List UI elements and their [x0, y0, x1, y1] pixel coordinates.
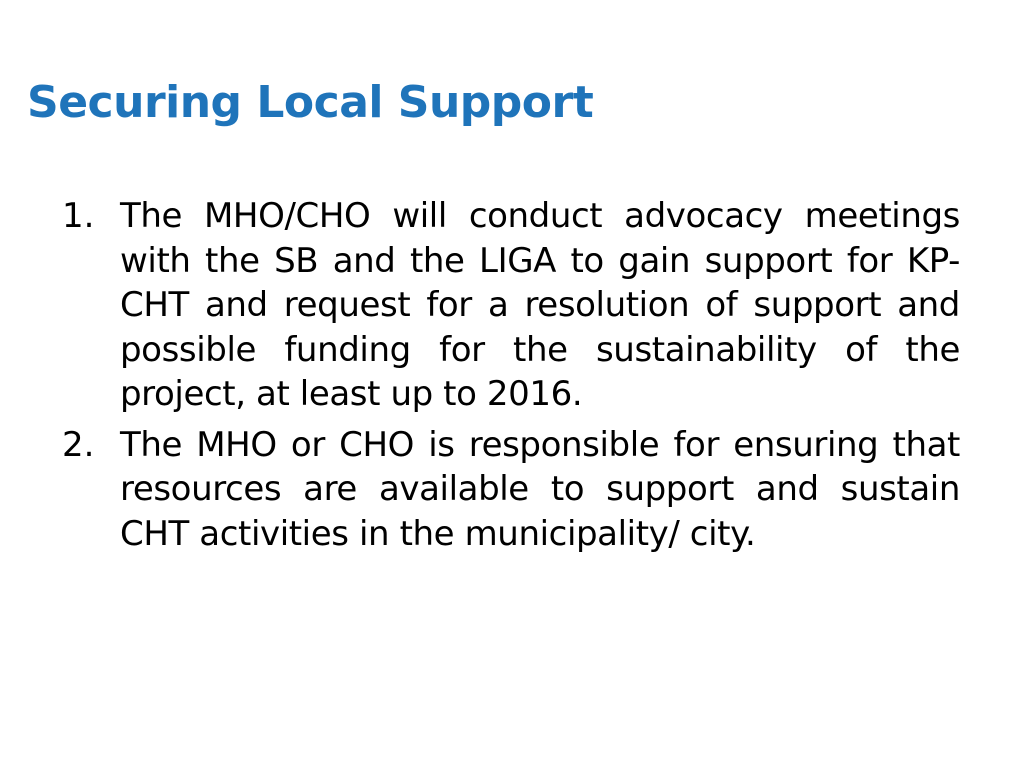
list-item [62, 423, 960, 557]
list-item [62, 194, 960, 417]
list-item-number: 2. [62, 424, 95, 465]
list-item-text: The MHO or CHO is responsible for ensuring that resources are available to support and sustain CHT activities in the municipality/ city. [120, 424, 960, 554]
slide-title: Securing Local Support [27, 77, 594, 128]
list-item-text: The MHO/CHO will conduct advocacy meetings with the SB and the LIGA to gain support for KP-CHT and request for a resolution of support and possible funding for the sustainability of the project, at least up to 2016. [120, 196, 960, 414]
list-item-number: 1. [62, 196, 95, 236]
numbered-list [62, 194, 960, 562]
